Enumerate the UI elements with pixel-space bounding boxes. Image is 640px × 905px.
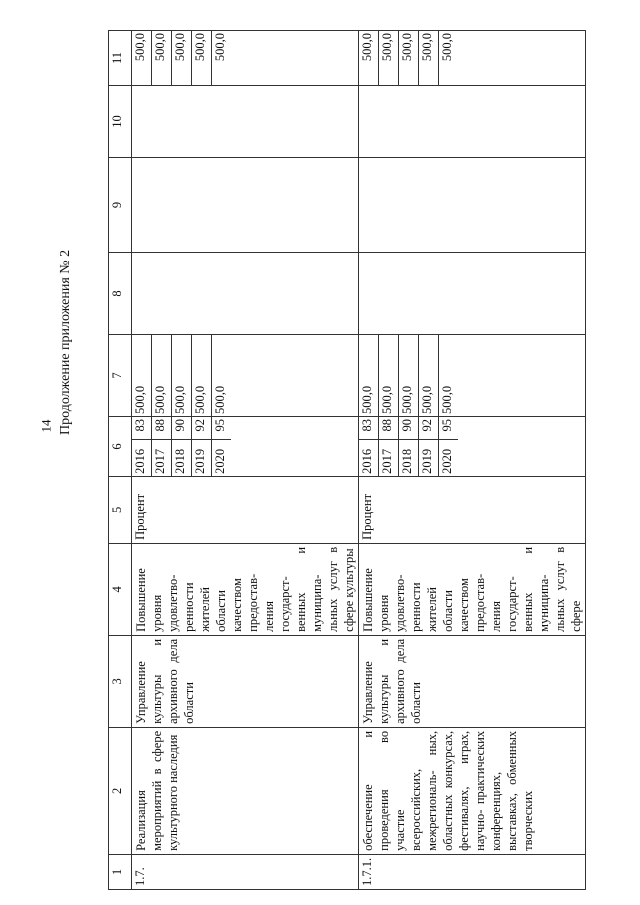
row-name: Реализация мероприятий в сфере культурного наследия — [132, 727, 359, 854]
col-header: 9 — [109, 158, 132, 253]
amount: 500,0 — [379, 335, 399, 416]
amount: 500,0 — [172, 31, 192, 85]
year: 2016 — [132, 439, 152, 476]
value: 92 — [419, 417, 439, 439]
program-table — [108, 30, 586, 890]
amount: 500,0 — [213, 33, 227, 62]
year: 2018 — [399, 439, 419, 476]
col10-empty — [359, 86, 586, 158]
row-indicator: Повышение уровня удовлетво- ренности жителей области качеством предостав- ления государст- венных и муниципа- льных услуг в сфере культуры — [132, 543, 359, 635]
col10-empty — [132, 86, 359, 158]
year: 2020 — [212, 439, 232, 476]
col-header: 8 — [109, 253, 132, 335]
row-executor: Управление культуры и архивного дела области — [359, 635, 586, 727]
year: 2020 — [439, 439, 459, 476]
rotated-sheet — [58, 30, 601, 890]
amount: 500,0 — [419, 31, 439, 85]
col11-values — [359, 31, 586, 86]
value: 95 — [213, 419, 227, 432]
value: 92 — [192, 417, 212, 439]
amount: 500,0 — [419, 335, 439, 416]
row-executor: Управление культуры и архивного дела области — [132, 635, 359, 727]
row-indicator: Повышение уровня удовлетво- ренности жителей области качеством предостав- ления государст- венных и муниципа- льных услуг в сфере — [359, 543, 586, 635]
year: 2017 — [152, 439, 172, 476]
amount: 500,0 — [213, 385, 227, 414]
year: 2019 — [192, 439, 212, 476]
col-header: 2 — [109, 727, 132, 854]
col-header: 11 — [109, 31, 132, 86]
amount: 500,0 — [399, 335, 419, 416]
year: 2019 — [419, 439, 439, 476]
amount: 500,0 — [359, 31, 379, 85]
col7-values — [359, 335, 586, 417]
amount: 500,0 — [132, 335, 152, 416]
table-row — [359, 31, 586, 890]
row-number: 1.7. — [132, 854, 359, 889]
row-number: 1.7.1. — [359, 854, 586, 889]
col11-values — [132, 31, 359, 86]
amount: 500,0 — [192, 335, 212, 416]
year: 2018 — [172, 439, 192, 476]
amount: 500,0 — [172, 335, 192, 416]
col9-empty — [359, 158, 586, 253]
row-unit: Процент — [359, 476, 586, 543]
col-header: 4 — [109, 543, 132, 635]
col-header: 3 — [109, 635, 132, 727]
col9-empty — [132, 158, 359, 253]
amount: 500,0 — [440, 385, 454, 414]
amount: 500,0 — [440, 33, 454, 62]
col-header: 5 — [109, 476, 132, 543]
value: 90 — [399, 417, 419, 439]
col-header: 7 — [109, 335, 132, 417]
amount: 500,0 — [192, 31, 212, 85]
year-values — [132, 417, 359, 477]
col-header: 10 — [109, 86, 132, 158]
value: 83 — [359, 417, 379, 439]
amount: 500,0 — [152, 31, 172, 85]
value: 88 — [379, 417, 399, 439]
amount: 500,0 — [132, 31, 152, 85]
col-header: 1 — [109, 854, 132, 889]
value: 88 — [152, 417, 172, 439]
amount: 500,0 — [399, 31, 419, 85]
amount: 500,0 — [359, 335, 379, 416]
table-row — [132, 31, 359, 890]
row-unit: Процент — [132, 476, 359, 543]
col8-empty — [132, 253, 359, 335]
row-name: обеспечение и проведения во участие всероссийских, межрегиональ- ных, областных конкурсах, фестивалях, играх, научно- практических конференциях, выставках, обменных творческих — [359, 727, 586, 854]
col7-values — [132, 335, 359, 417]
amount: 500,0 — [152, 335, 172, 416]
year-values — [359, 417, 586, 477]
col8-empty — [359, 253, 586, 335]
appendix-title: Продолжение приложения № 2 — [58, 249, 73, 435]
amount: 500,0 — [379, 31, 399, 85]
year: 2017 — [379, 439, 399, 476]
value: 90 — [172, 417, 192, 439]
value: 83 — [132, 417, 152, 439]
year: 2016 — [359, 439, 379, 476]
page-number: 14 — [38, 419, 54, 433]
header-row — [109, 31, 132, 890]
value: 95 — [440, 419, 454, 432]
col-header: 6 — [109, 417, 132, 477]
